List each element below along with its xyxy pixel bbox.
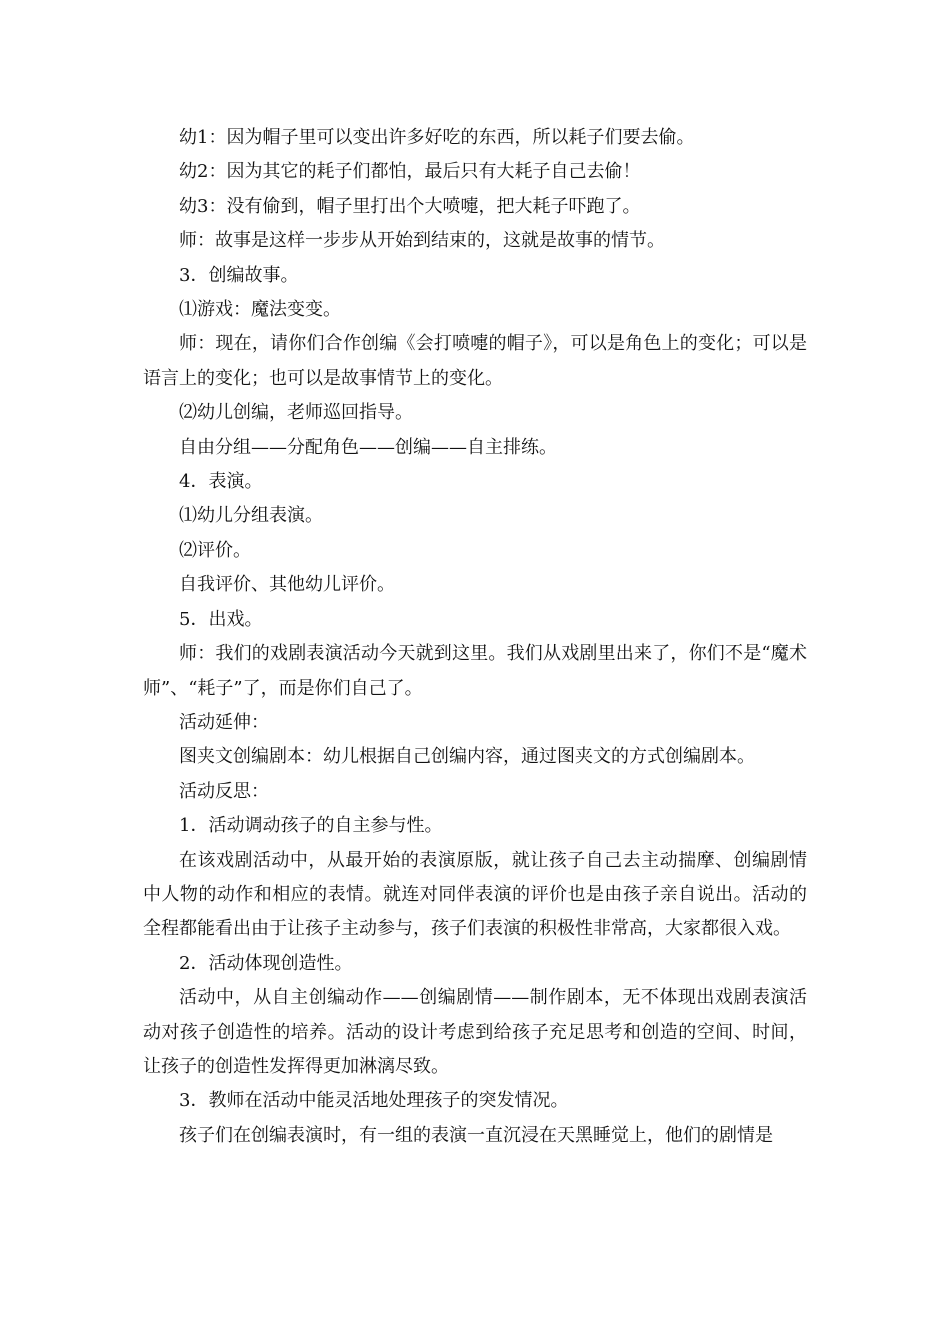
- heading-step-3: 3．创编故事。: [179, 264, 299, 286]
- paragraph-teacher-create: 师：现在，请你们合作创编《会打喷嚏的帽子》，可以是角色上的变化；可以是语言上的变化；也可以是故事情节上的变化。: [143, 333, 807, 389]
- paragraph-child-1-answer: 幼1：因为帽子里可以变出许多好吃的东西，所以耗子们要去偷。: [179, 127, 695, 148]
- paragraph-reflection-3: 孩子们在创编表演时，有一组的表演一直沉浸在天黑睡觉上，他们的剧情是: [179, 1124, 773, 1146]
- paragraph-teacher-exit: 师：我们的戏剧表演活动今天就到这里。我们从戏剧里出来了，你们不是“魔术师”、“耗子”了，而是你们自己了。: [143, 643, 807, 699]
- subheading-child-create: ⑵幼儿创编，老师巡回指导。: [179, 402, 413, 424]
- paragraph-reflection-2: 活动中，从自主创编动作——创编剧情——制作剧本，无不体现出戏剧表演活动对孩子创造性的培养。活动的设计考虑到给孩子充足思考和创造的空间、时间，让孩子的创造性发挥得更加淋漓尽致。: [143, 987, 807, 1077]
- paragraph-extension: 图夹文创编剧本：幼儿根据自己创编内容，通过图夹文的方式创编剧本。: [179, 746, 755, 768]
- paragraph-child-2-answer: 幼2：因为其它的耗子们都怕，最后只有大耗子自己去偷！: [179, 161, 641, 183]
- paragraph-evaluation: 自我评价、其他幼儿评价。: [179, 574, 395, 596]
- paragraph-reflection-1: 在该戏剧活动中，从最开始的表演原版，就让孩子自己去主动揣摩、创编剧情中人物的动作和相应的表情。就连对同伴表演的评价也是由孩子亲自说出。活动的全程都能看出由于让孩子主动参与，孩子们表演的积极性非常高，大家都很入戏。: [143, 849, 807, 940]
- subheading-reflection-3: 3．教师在活动中能灵活地处理孩子的突发情况。: [179, 1090, 569, 1112]
- heading-step-5: 5．出戏。: [179, 608, 263, 630]
- heading-activity-reflection: 活动反思：: [179, 780, 269, 802]
- subheading-reflection-1: 1．活动调动孩子的自主参与性。: [179, 815, 443, 837]
- subheading-evaluation: ⑵评价。: [179, 539, 251, 561]
- subheading-game: ⑴游戏：魔法变变。: [179, 299, 341, 321]
- paragraph-child-3-answer: 幼3：没有偷到，帽子里打出个大喷嚏，把大耗子吓跑了。: [179, 195, 641, 217]
- paragraph-teacher-plot: 师：故事是这样一步步从开始到结束的，这就是故事的情节。: [179, 230, 665, 252]
- paragraph-grouping-flow: 自由分组——分配角色——创编——自主排练。: [179, 436, 557, 458]
- heading-step-4: 4．表演。: [179, 471, 263, 493]
- subheading-reflection-2: 2．活动体现创造性。: [179, 952, 353, 974]
- subheading-group-performance: ⑴幼儿分组表演。: [179, 505, 323, 527]
- heading-activity-extension: 活动延伸：: [179, 711, 269, 733]
